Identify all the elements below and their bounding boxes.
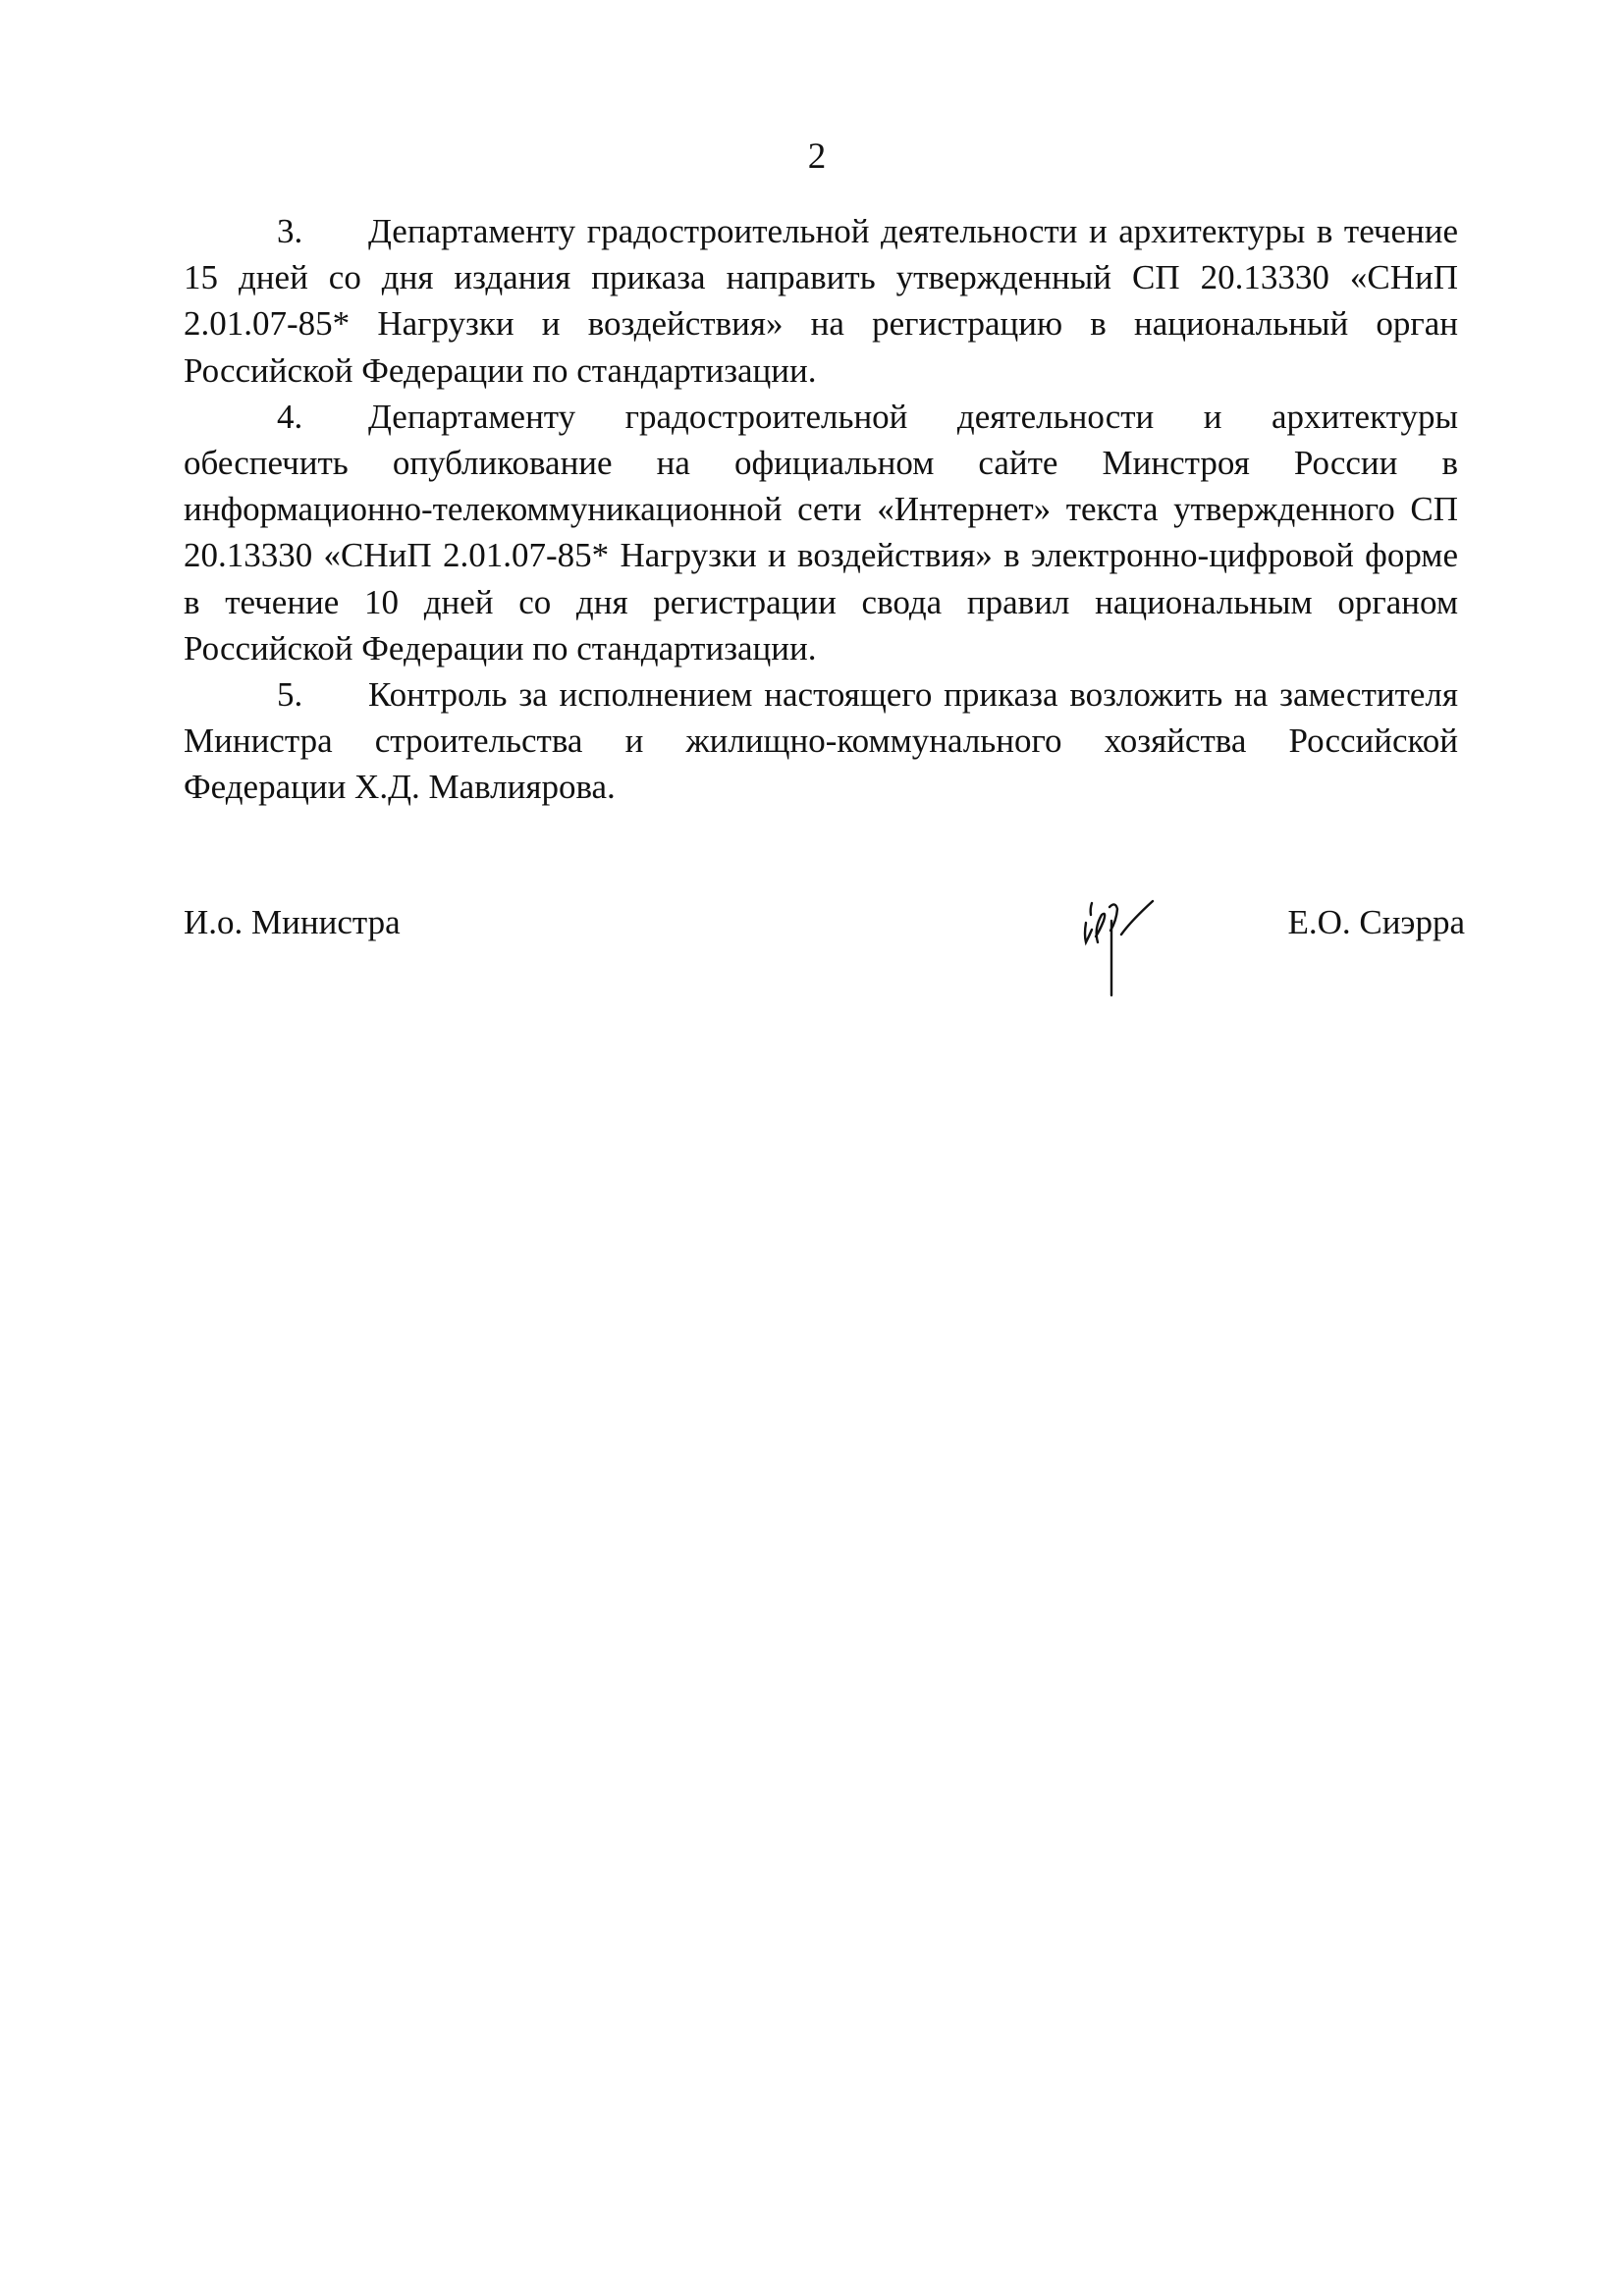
clause-5 xyxy=(184,671,1458,811)
clause-number: 4. xyxy=(277,397,303,436)
clause-3 xyxy=(184,208,1458,394)
clause-4 xyxy=(184,394,1458,671)
clause-number: 5. xyxy=(277,675,303,715)
page-number: 2 xyxy=(807,136,827,177)
signatory-name: Е.О. Сиэрра xyxy=(1287,903,1465,941)
order-clauses xyxy=(184,208,1458,811)
clause-text: Контроль за исполнением настоящего приказа возложить на заместителя Министра строительства и жилищно-коммунального хозяйства Российской Федерации Х.Д. Мавлиярова. xyxy=(184,675,1458,807)
clause-text: Департаменту градостроительной деятельности и архитектуры в течение 15 дней со дня издания приказа направить утвержденный СП 20.13330 «СНиП 2.01.07-85* Нагрузки и воздействия» на регистрацию в национальный орган Российской Федерации по стандартизации. xyxy=(184,212,1458,390)
clause-number: 3. xyxy=(277,212,303,250)
signatory-position: И.о. Министра xyxy=(184,903,401,941)
signature-block xyxy=(184,885,1465,1003)
handwritten-signature xyxy=(1070,885,1168,1003)
clause-text: Департаменту градостроительной деятельности и архитектуры обеспечить опубликование на официальном сайте Минстроя России в информационно-телекоммуникационной сети «Интернет» текста утвержденного СП 20.13330 «СНиП 2.01.07-85* Нагрузки и воздействия» в электронно-цифровой форме в течение 10 дней со дня регистрации свода правил национальным органом Российской Федерации по стандартизации. xyxy=(184,397,1458,667)
